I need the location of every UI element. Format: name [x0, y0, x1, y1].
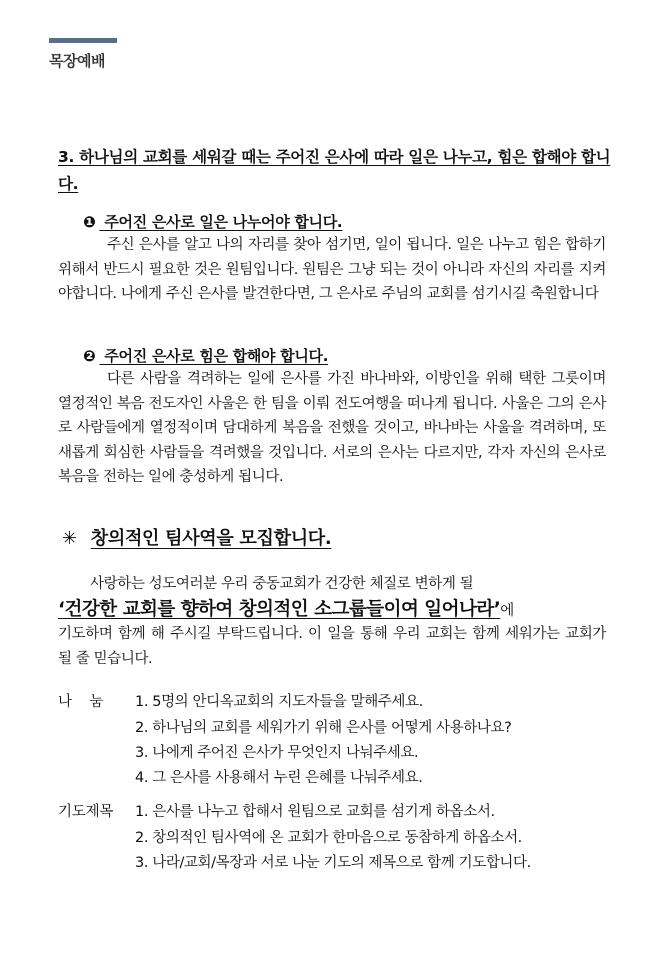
point2-body: 다른 사람을 격려하는 일에 은사를 가진 바나바와, 이방인을 위해 택한 그릇이며 열정적인 복음 전도자인 사울은 한 팀을 이뤄 전도여행을 떠나게 됩니다. 사울은 그의 은사로 사람들에게 열정적이며 담대하게 복음을 전했을 것이고, 바나바는 사울을 격려하며, 또 새롭게 회심한 사람들을 격려했을 것입니다. 서로의 은사는 다르지만, 각자 자신의 은사로 복음을 전하는 일에 충성하게 됩니다.: [58, 371, 606, 486]
number-1-icon: ❶: [83, 213, 96, 231]
header-accent-bar: [49, 38, 117, 43]
page-header-title: 목장예배: [49, 52, 105, 70]
number-2-icon: ❷: [83, 347, 96, 365]
prayer-item: 2. 창의적인 팀사역에 온 교회가 한마음으로 동참하게 하옵소서.: [135, 830, 522, 846]
prayer-item: 3. 나라/교회/목장과 서로 나눈 기도의 제목으로 함께 기도합니다.: [135, 855, 531, 871]
sharing-label: 나 눔: [58, 694, 104, 710]
notice-intro: 사랑하는 성도여러분 우리 중동교회가 건강한 체질로 변하게 될: [90, 576, 474, 592]
asterisk-icon: ✳: [62, 528, 77, 549]
sharing-item: 3. 나에게 주어진 은사가 무엇인지 나눠주세요.: [135, 745, 419, 761]
notice-title: 창의적인 팀사역을 모집합니다.: [90, 528, 332, 549]
point2-title: 주어진 은사로 힘은 합해야 합니다.: [104, 347, 329, 365]
sharing-item: 2. 하나님의 교회를 세워가기 위해 은사를 어떻게 사용하나요?: [135, 720, 512, 736]
notice-quote-line: [58, 595, 514, 621]
notice-quote-suffix: 에: [500, 603, 514, 619]
notice-heading: [62, 524, 331, 550]
notice-quote: ‘건강한 교회를 향하여 창의적인 소그룹들이여 일어나라’: [58, 599, 501, 620]
section-title: 3. 하나님의 교회를 세워갈 때는 주어진 은사에 따라 일은 나누고, 힘은 합해야 합니다.: [58, 148, 611, 193]
point1-heading: [83, 211, 342, 232]
prayer-item: 1. 은사를 나누고 합해서 원팀으로 교회를 섬기게 하옵소서.: [135, 804, 495, 820]
point1-title: 주어진 은사로 일은 나누어야 합니다.: [104, 213, 343, 231]
point2-heading: [83, 345, 328, 366]
point1-body: 주신 은사를 알고 나의 자리를 찾아 섬기면, 일이 됩니다. 일은 나누고 힘은 합하기 위해서 반드시 필요한 것은 원팀입니다. 원팀은 그냥 되는 것이 아니라 자신의 자리를 지켜야합니다. 나에게 주신 은사를 발견한다면, 그 은사로 주님의 교회를 섬기시길 축원합니다: [58, 237, 606, 303]
notice-body: 기도하며 함께 해 주시길 부탁드립니다. 이 일을 통해 우리 교회는 함께 세워가는 교회가 될 줄 믿습니다.: [58, 626, 606, 667]
sharing-item: 4. 그 은사를 사용해서 누린 은혜를 나눠주세요.: [135, 770, 423, 786]
sharing-item: 1. 5명의 안디옥교회의 지도자들을 말해주세요.: [135, 694, 423, 710]
prayer-label: 기도제목: [58, 804, 114, 820]
